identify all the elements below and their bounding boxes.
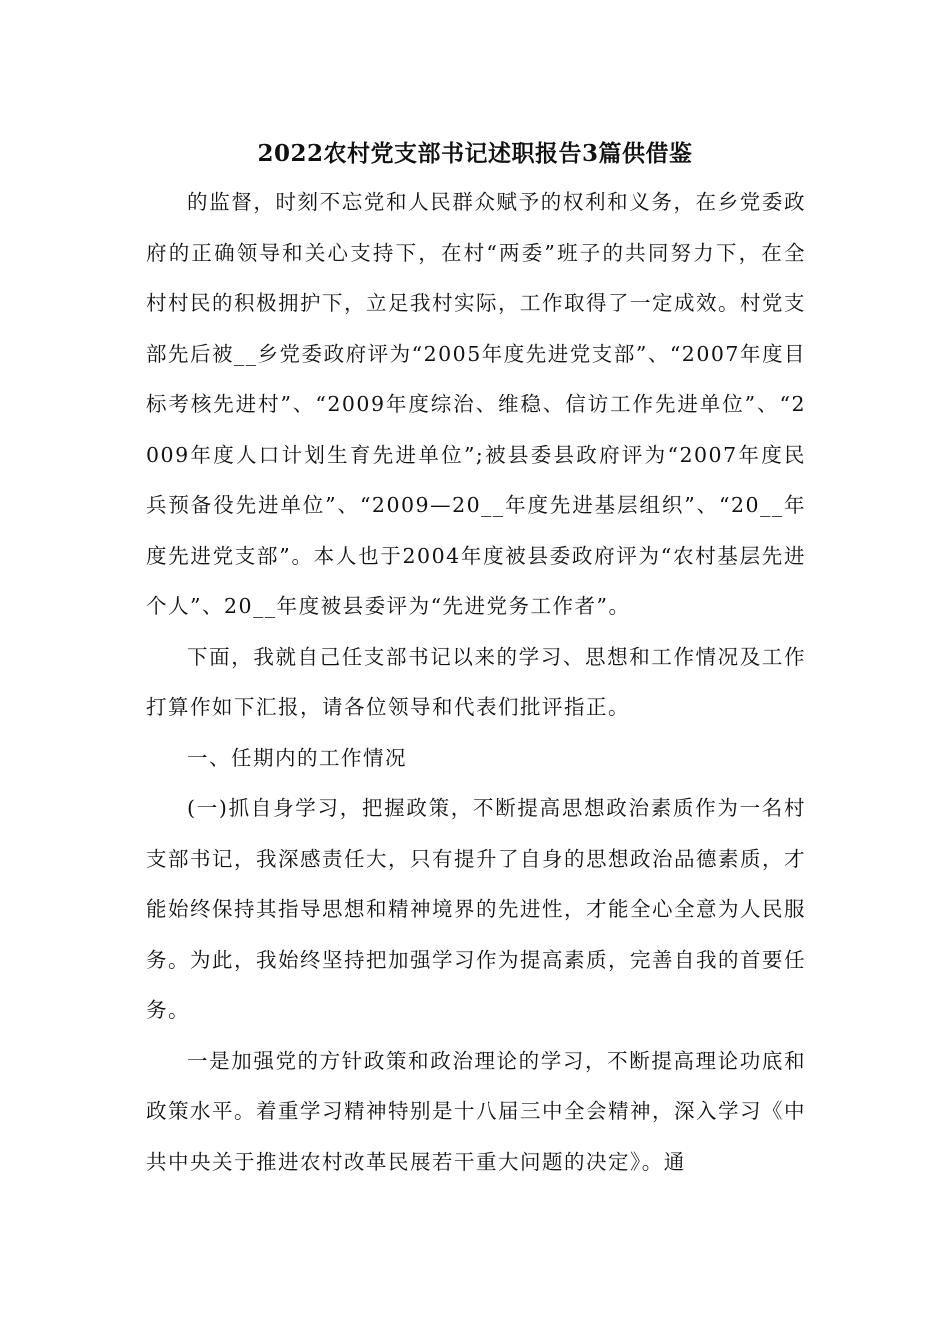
document-title: 2022农村党支部书记述职报告3篇供借鉴 bbox=[257, 140, 693, 167]
paragraph-supervision: 的监督，时刻不忘党和人民群众赋予的权利和义务，在乡党委政府的正确领导和关心支持下，在村“两委”班子的共同努力下，在全村村民的积极拥护下，立足我村实际，工作取得了一定成效。村党支部先后被__乡党委政府评为“2005年度先进党支部”、“2007年度目标考核先进村”、“2009年度综治、维稳、信访工作先进单位”、“2009年度人口计划生育先进单位”;被县委县政府评为“2007年度民兵预备役先进单位”、“2009—20__年度先进基层组织”、“20__年度先进党支部”。本人也于2004年度被县委政府评为“农村基层先进个人”、20__年度被县委评为“先进党务工作者”。 bbox=[146, 190, 806, 618]
paragraph-self-study: (一)抓自身学习，把握政策，不断提高思想政治素质作为一名村支部书记，我深感责任大，只有提升了自身的思想政治品德素质，才能始终保持其指导思想和精神境界的先进性，才能全心全意为人民服务。为此，我始终坚持把加强学习作为提高素质，完善自我的首要任务。 bbox=[146, 796, 806, 1022]
paragraph-report-intro: 下面，我就自己任支部书记以来的学习、思想和工作情况及工作打算作如下汇报，请各位领导和代表们批评指正。 bbox=[146, 644, 806, 719]
section-heading-work-during-term: 一、任期内的工作情况 bbox=[187, 745, 407, 770]
document-body bbox=[146, 177, 806, 1187]
paragraph-policy-study: 一是加强党的方针政策和政治理论的学习，不断提高理论功底和政策水平。着重学习精神特别是十八届三中全会精神，深入学习《中共中央关于推进农村改革民展若干重大问题的决定》。通 bbox=[146, 1048, 806, 1174]
